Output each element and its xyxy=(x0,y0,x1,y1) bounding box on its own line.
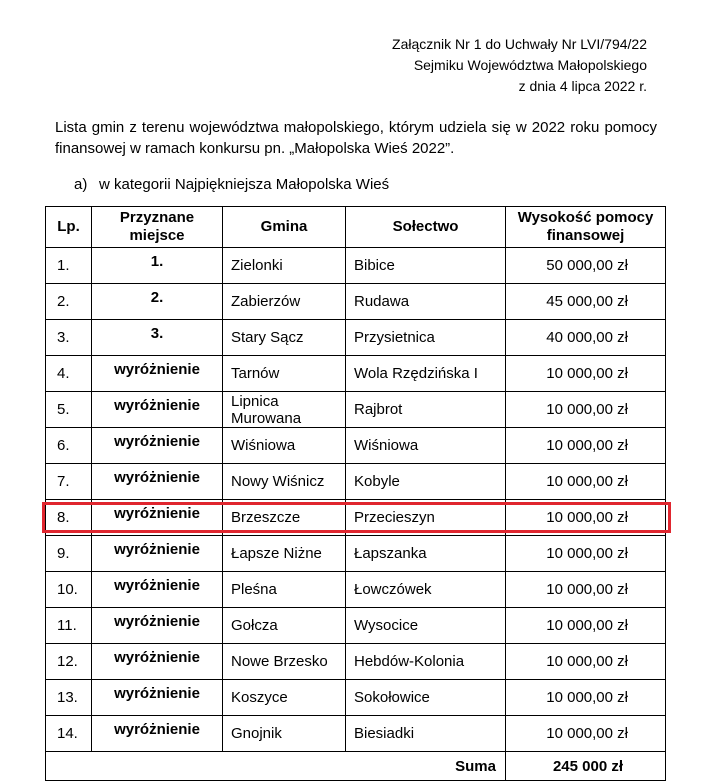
row-amount: 10 000,00 zł xyxy=(506,428,666,464)
row-lp: 11. xyxy=(46,608,92,644)
row-place: wyróżnienie xyxy=(92,464,223,500)
table-row xyxy=(46,284,666,320)
header-solectwo: Sołectwo xyxy=(346,207,506,248)
row-place: wyróżnienie xyxy=(92,644,223,680)
row-lp: 7. xyxy=(46,464,92,500)
table-row xyxy=(46,680,666,716)
table-row xyxy=(46,392,666,428)
row-gmina: Tarnów xyxy=(223,356,346,392)
row-gmina: Wiśniowa xyxy=(223,428,346,464)
row-solectwo: Kobyle xyxy=(346,464,506,500)
table-row xyxy=(46,356,666,392)
row-gmina: Pleśna xyxy=(223,572,346,608)
row-place: 3. xyxy=(92,320,223,356)
sum-label: Suma xyxy=(46,752,506,781)
attachment-line-2: Sejmiku Województwa Małopolskiego xyxy=(413,57,647,73)
category-title: w kategorii Najpiękniejsza Małopolska Wieś xyxy=(99,176,390,193)
header-amount: Wysokość pomocy finansowej xyxy=(506,207,666,248)
row-place: wyróżnienie xyxy=(92,392,223,428)
row-solectwo: Sokołowice xyxy=(346,680,506,716)
row-amount: 10 000,00 zł xyxy=(506,392,666,428)
row-lp: 5. xyxy=(46,392,92,428)
row-lp: 13. xyxy=(46,680,92,716)
row-solectwo: Łapszanka xyxy=(346,536,506,572)
row-place: wyróżnienie xyxy=(92,716,223,752)
row-solectwo: Rajbrot xyxy=(346,392,506,428)
row-place: wyróżnienie xyxy=(92,536,223,572)
row-place: wyróżnienie xyxy=(92,680,223,716)
table-row xyxy=(46,320,666,356)
row-place: 2. xyxy=(92,284,223,320)
row-amount: 10 000,00 zł xyxy=(506,716,666,752)
row-lp: 2. xyxy=(46,284,92,320)
row-gmina: Nowe Brzesko xyxy=(223,644,346,680)
intro-paragraph: Lista gmin z terenu województwa małopolskiego, którym udziela się w 2022 roku pomocy finansowej w ramach konkursu pn. „Małopolska Wieś 2022”. xyxy=(55,119,657,157)
row-amount: 10 000,00 zł xyxy=(506,680,666,716)
row-lp: 8. xyxy=(46,500,92,536)
table-row xyxy=(46,248,666,284)
row-place: 1. xyxy=(92,248,223,284)
row-gmina: Lipnica Murowana xyxy=(223,392,346,428)
table-header-row xyxy=(46,207,666,248)
row-amount: 10 000,00 zł xyxy=(506,536,666,572)
row-amount: 10 000,00 zł xyxy=(506,500,666,536)
header-place: Przyznane miejsce xyxy=(92,207,223,248)
row-solectwo: Rudawa xyxy=(346,284,506,320)
table-row xyxy=(46,572,666,608)
row-solectwo: Wysocice xyxy=(346,608,506,644)
table-row xyxy=(46,464,666,500)
row-amount: 10 000,00 zł xyxy=(506,644,666,680)
row-place: wyróżnienie xyxy=(92,608,223,644)
row-solectwo: Przecieszyn xyxy=(346,500,506,536)
category-heading xyxy=(74,175,389,195)
row-lp: 10. xyxy=(46,572,92,608)
row-amount: 10 000,00 zł xyxy=(506,572,666,608)
row-place: wyróżnienie xyxy=(92,356,223,392)
row-solectwo: Biesiadki xyxy=(346,716,506,752)
row-solectwo: Wiśniowa xyxy=(346,428,506,464)
row-lp: 14. xyxy=(46,716,92,752)
row-gmina: Brzeszcze xyxy=(223,500,346,536)
table-row xyxy=(46,428,666,464)
attachment-line-3: z dnia 4 lipca 2022 r. xyxy=(518,78,647,94)
table-row xyxy=(46,644,666,680)
row-gmina: Gnojnik xyxy=(223,716,346,752)
row-amount: 50 000,00 zł xyxy=(506,248,666,284)
row-lp: 3. xyxy=(46,320,92,356)
row-gmina: Zabierzów xyxy=(223,284,346,320)
row-lp: 12. xyxy=(46,644,92,680)
row-lp: 4. xyxy=(46,356,92,392)
row-lp: 1. xyxy=(46,248,92,284)
table-row xyxy=(46,716,666,752)
category-letter: a) xyxy=(74,176,88,193)
table-row xyxy=(46,536,666,572)
table-row xyxy=(46,608,666,644)
row-lp: 6. xyxy=(46,428,92,464)
row-gmina: Stary Sącz xyxy=(223,320,346,356)
sum-value: 245 000 zł xyxy=(506,752,666,781)
row-place: wyróżnienie xyxy=(92,500,223,536)
header-lp: Lp. xyxy=(46,207,92,248)
row-gmina: Gołcza xyxy=(223,608,346,644)
row-gmina: Zielonki xyxy=(223,248,346,284)
attachment-line-1: Załącznik Nr 1 do Uchwały Nr LVI/794/22 xyxy=(392,36,647,52)
row-gmina: Nowy Wiśnicz xyxy=(223,464,346,500)
row-gmina: Koszyce xyxy=(223,680,346,716)
row-place: wyróżnienie xyxy=(92,572,223,608)
aid-table xyxy=(45,206,666,781)
row-solectwo: Wola Rzędzińska I xyxy=(346,356,506,392)
row-solectwo: Bibice xyxy=(346,248,506,284)
row-solectwo: Hebdów-Kolonia xyxy=(346,644,506,680)
row-amount: 45 000,00 zł xyxy=(506,284,666,320)
row-amount: 40 000,00 zł xyxy=(506,320,666,356)
row-gmina: Łapsze Niżne xyxy=(223,536,346,572)
row-amount: 10 000,00 zł xyxy=(506,356,666,392)
row-amount: 10 000,00 zł xyxy=(506,608,666,644)
attachment-header xyxy=(392,34,647,97)
row-solectwo: Łowczówek xyxy=(346,572,506,608)
header-gmina: Gmina xyxy=(223,207,346,248)
row-amount: 10 000,00 zł xyxy=(506,464,666,500)
row-solectwo: Przysietnica xyxy=(346,320,506,356)
table-row xyxy=(46,500,666,536)
sum-row xyxy=(46,752,666,781)
row-lp: 9. xyxy=(46,536,92,572)
table-body xyxy=(46,248,666,781)
row-place: wyróżnienie xyxy=(92,428,223,464)
